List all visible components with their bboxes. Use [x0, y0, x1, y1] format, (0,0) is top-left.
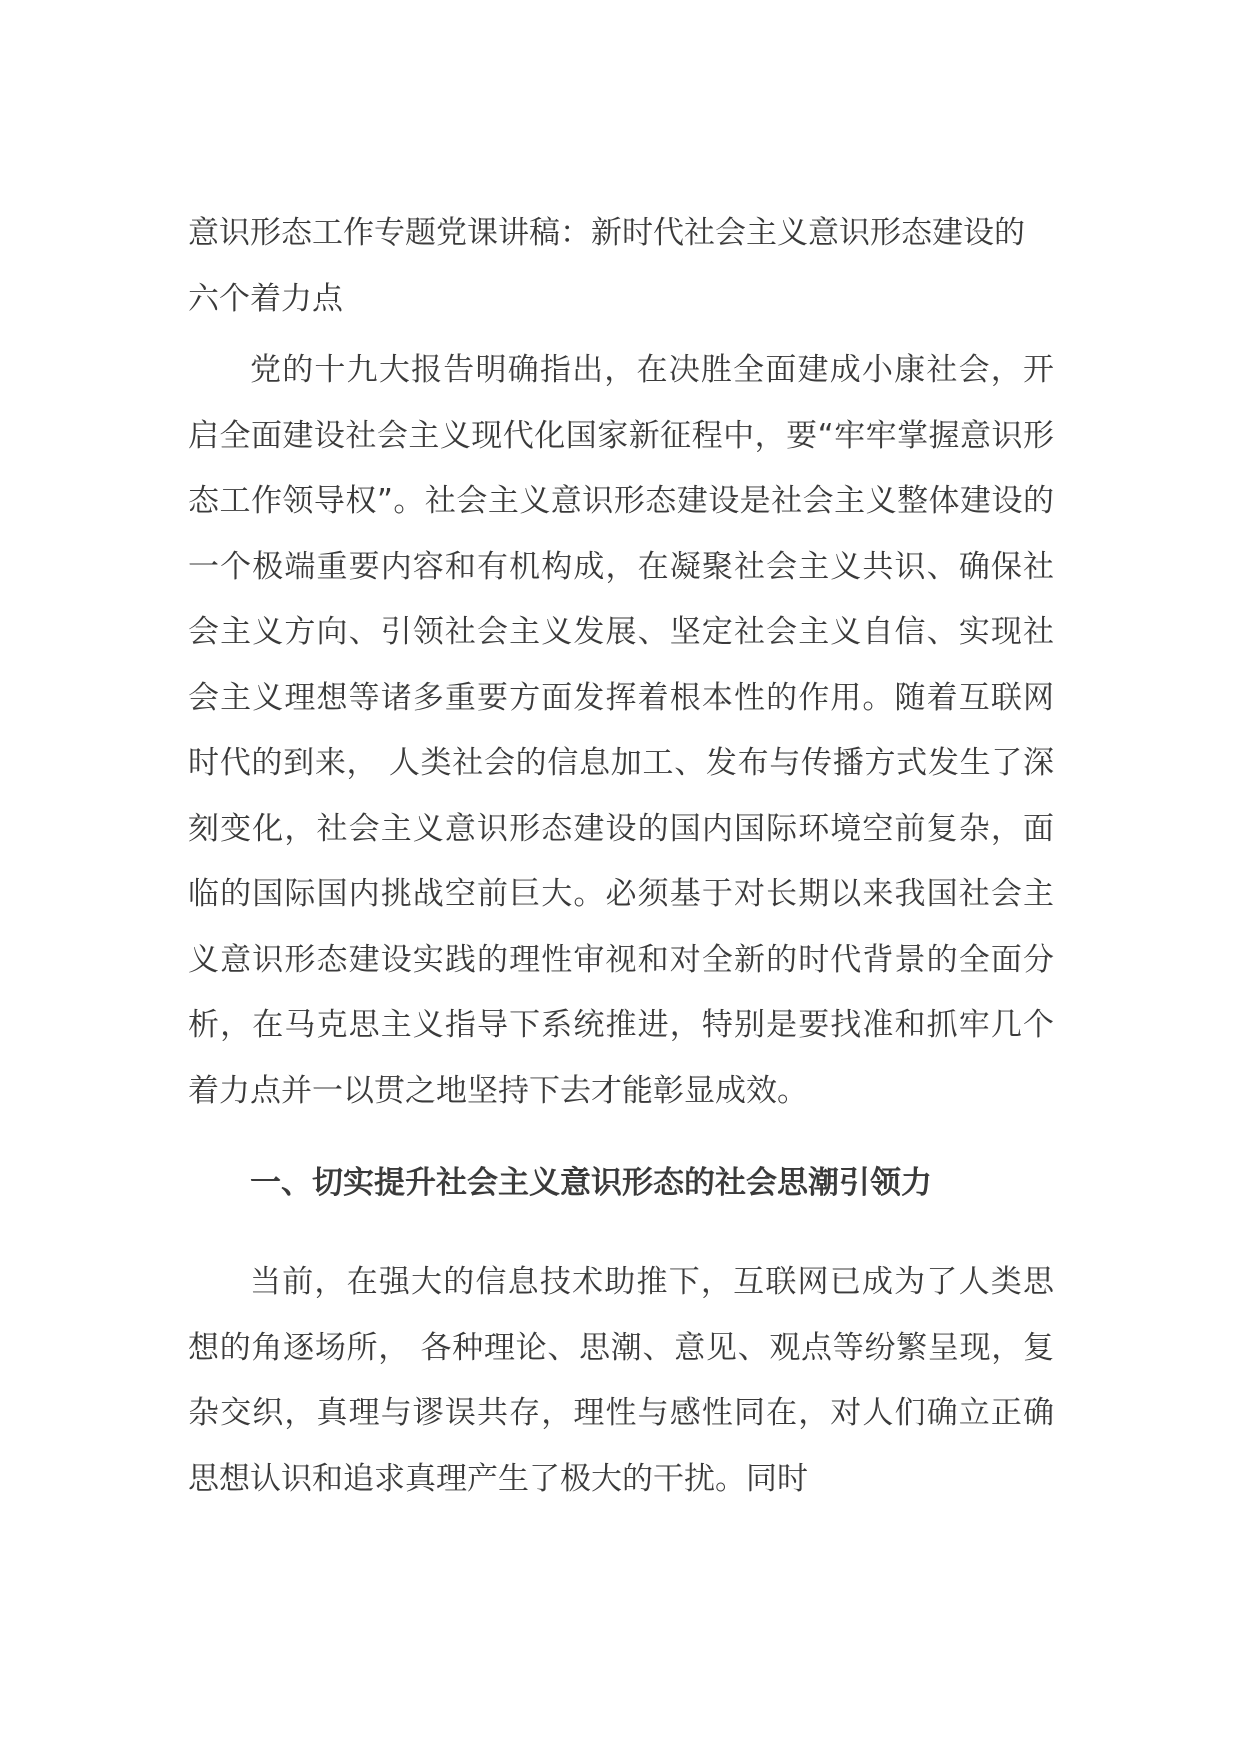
section-paragraph — [188, 1250, 1054, 1512]
section-heading: 一、切实提升社会主义意识形态的社会思潮引领力 — [250, 1165, 932, 1201]
document-title: 意识形态工作专题党课讲稿：新时代社会主义意识形态建设的六个着力点 — [188, 215, 1025, 317]
paragraph-text: 当前，在强大的信息技术助推下，互联网已成为了人类思想的角逐场所， 各种理论、思潮、意见、观点等纷繁呈现，复杂交织，真理与谬误共存，理性与感性同在，对人们确立正确思想认识和追求真理产生了极大的干扰。同时 — [188, 1264, 1054, 1497]
document-page — [188, 200, 1054, 1512]
paragraph-text: 党的十九大报告明确指出，在决胜全面建成小康社会，开启全面建设社会主义现代化国家新征程中，要“牢牢掌握意识形态工作领导权”。社会主义意识形态建设是社会主义整体建设的一个极端重要内容和有机构成，在凝聚社会主义共识、确保社会主义方向、引领社会主义发展、坚定社会主义自信、实现社会主义理想等诸多重要方面发挥着根本性的作用。随着互联网时代的到来， 人类社会的信息加工、发布与传播方式发生了深刻变化，社会主义意识形态建设的国内国际环境空前复杂，面临的国际国内挑战空前巨大。必须基于对长期以来我国社会主义意识形态建设实践的理性审视和对全新的时代背景的全面分析，在马克思主义指导下系统推进，特别是要找准和抓牢几个着力点并一以贯之地坚持下去才能彰显成效。 — [188, 352, 1054, 1109]
intro-paragraph — [188, 338, 1054, 1124]
